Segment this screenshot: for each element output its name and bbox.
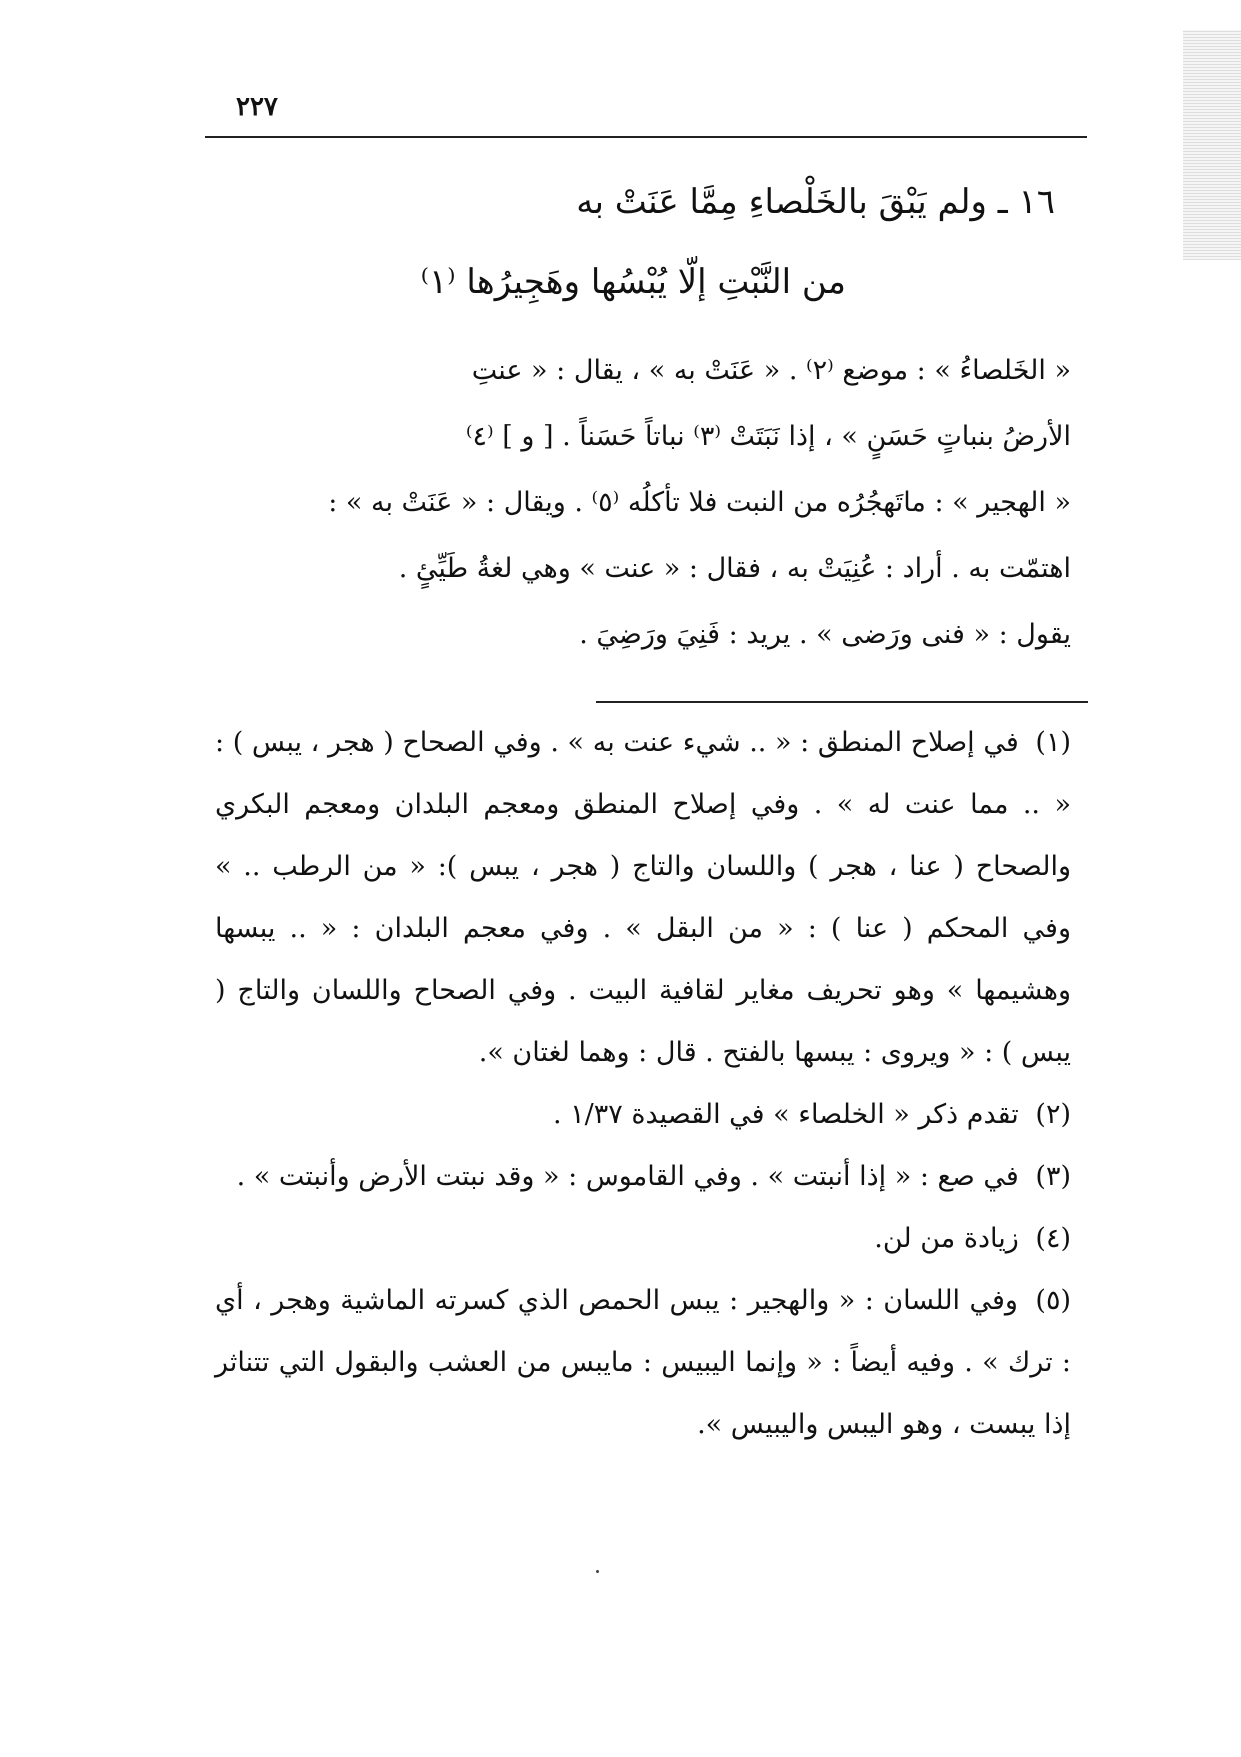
header-rule (205, 136, 1087, 138)
verse-line-2: من النَّبْتِ إلّا يُبْسُها وهَجِيرُها ⁽١⁾ (420, 262, 846, 302)
commentary-line: « الهجير » : ماتَهجُرُه من النبت فلا تأكلُه ⁽٥⁾ . ويقال : « عَنَتْ به » : (328, 487, 1071, 518)
footnote-1 (215, 712, 1071, 1084)
footnote-number: (٢) (1035, 1099, 1071, 1130)
footnote-5 (215, 1270, 1071, 1456)
commentary-line: « الخَلصاءُ » : موضع ⁽٢⁾ . « عَنَتْ به » ، يقال : « عنتِ (471, 355, 1071, 386)
footnote-number: (٣) (1035, 1161, 1071, 1192)
scan-edge-artifact (1183, 30, 1241, 260)
footnote-text: وفي اللسان : « والهجير : يبس الحمص الذي كسرته الماشية وهجر ، أي : ترك » . وفيه أيضاً : « وإنما اليبيس : مايبس من العشب والبقول التي تتناثر إذا يبست ، وهو اليبس واليبيس ». (215, 1285, 1071, 1440)
footnote-text: في صع : « إذا أنبتت » . وفي القاموس : « وقد نبتت الأرض وأنبتت » . (236, 1161, 1019, 1192)
footnote-text: تقدم ذكر « الخلصاء » في القصيدة ١/٣٧ . (552, 1099, 1019, 1130)
footnotes-separator (596, 701, 1088, 703)
footnote-number: (٤) (1035, 1223, 1071, 1254)
verse-line-1: ١٦ ـ ولم يَبْقَ بالخَلْصاءِ مِمَّا عَنَتْ به (576, 182, 1055, 222)
commentary (215, 338, 1071, 668)
commentary-line: اهتمّت به . أراد : عُنِيَتْ به ، فقال : « عنت » وهي لغةُ طَيِّئٍ . (398, 553, 1071, 584)
footnote-3 (215, 1146, 1071, 1208)
footnote-4 (215, 1208, 1071, 1270)
footnote-text: في إصلاح المنطق : « .. شيء عنت به » . وفي الصحاح ( هجر ، يبس ) : « .. مما عنت له » . وفي إصلاح المنطق ومعجم البلدان ومعجم البكري والصحاح ( عنا ، هجر ) واللسان والتاج ( هجر ، يبس ): « من الرطب .. » وفي المحكم ( عنا ) : « من البقل » . وفي معجم البلدان : « .. يبسها وهشيمها » وهو تحريف مغاير لقافية البيت . وفي الصحاح واللسان والتاج ( يبس ) : « ويروى : يبسها بالفتح . قال : وهما لغتان ». (215, 727, 1071, 1068)
page-number: ٢٢٧ (236, 92, 278, 122)
page-mark-dot (596, 1570, 599, 1573)
footnotes (215, 712, 1071, 1456)
footnote-number: (١) (1035, 727, 1071, 758)
commentary-line: الأرضُ بنباتٍ حَسَنٍ » ، إذا نَبَتَتْ ⁽٣⁾ نباتاً حَسَناً . [ و ] ⁽٤⁾ (465, 421, 1071, 452)
footnote-text: زيادة من لن. (874, 1223, 1019, 1254)
footnote-number: (٥) (1035, 1285, 1072, 1316)
commentary-line: يقول : « فنى ورَضى » . يريد : فَنِيَ ورَضِيَ . (579, 619, 1071, 650)
footnote-2 (215, 1084, 1071, 1146)
